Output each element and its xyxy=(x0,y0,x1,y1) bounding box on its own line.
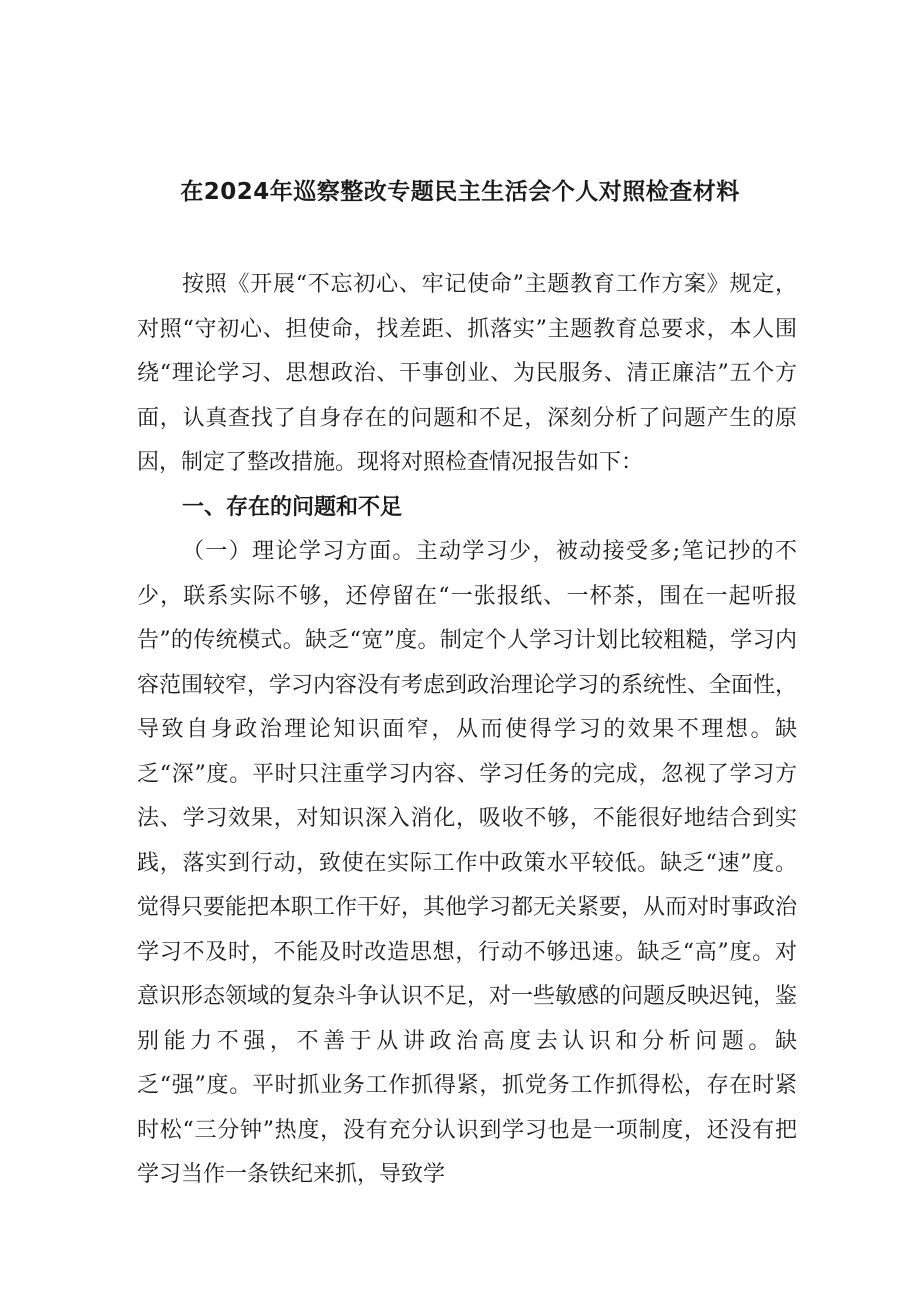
section-heading-problems: 一、存在的问题和不足 xyxy=(182,494,403,520)
document-body xyxy=(137,263,797,1198)
intro-paragraph: 按照《开展“不忘初心、牢记使命”主题教育工作方案》规定，对照“守初心、担使命，找差距、抓落实”主题教育总要求，本人围绕“理论学习、思想政治、干事创业、为民服务、清正廉洁”五个方面，认真查找了自身存在的问题和不足，深刻分析了问题产生的原因，制定了整改措施。现将对照检查情况报告如下： xyxy=(137,272,797,475)
theory-study-paragraph: （一）理论学习方面。主动学习少，被动接受多;笔记抄的不少，联系实际不够，还停留在“一张报纸、一杯茶，围在一起听报告”的传统模式。缺乏“宽”度。制定个人学习计划比较粗糙，学习内容范围较窄，学习内容没有考虑到政治理论学习的系统性、全面性，导致自身政治理论知识面窄，从而使得学习的效果不理想。缺乏“深”度。平时只注重学习内容、学习任务的完成，忽视了学习方法、学习效果，对知识深入消化，吸收不够，不能很好地结合到实践，落实到行动，致使在实际工作中政策水平较低。缺乏“速”度。觉得只要能把本职工作干好，其他学习都无关紧要，从而对时事政治学习不及时，不能及时改造思想，行动不够迅速。缺乏“高”度。对意识形态领域的复杂斗争认识不足，对一些敏感的问题反映迟钝，鉴别能力不强，不善于从讲政治高度去认识和分析问题。缺乏“强”度。平时抓业务工作抓得紧，抓党务工作抓得松，存在时紧时松“三分钟”热度，没有充分认识到学习也是一项制度，还没有把学习当作一条铁纪来抓，导致学 xyxy=(137,539,798,1187)
document-title: 在2024年巡察整改专题民主生活会个人对照检查材料 xyxy=(180,179,740,205)
